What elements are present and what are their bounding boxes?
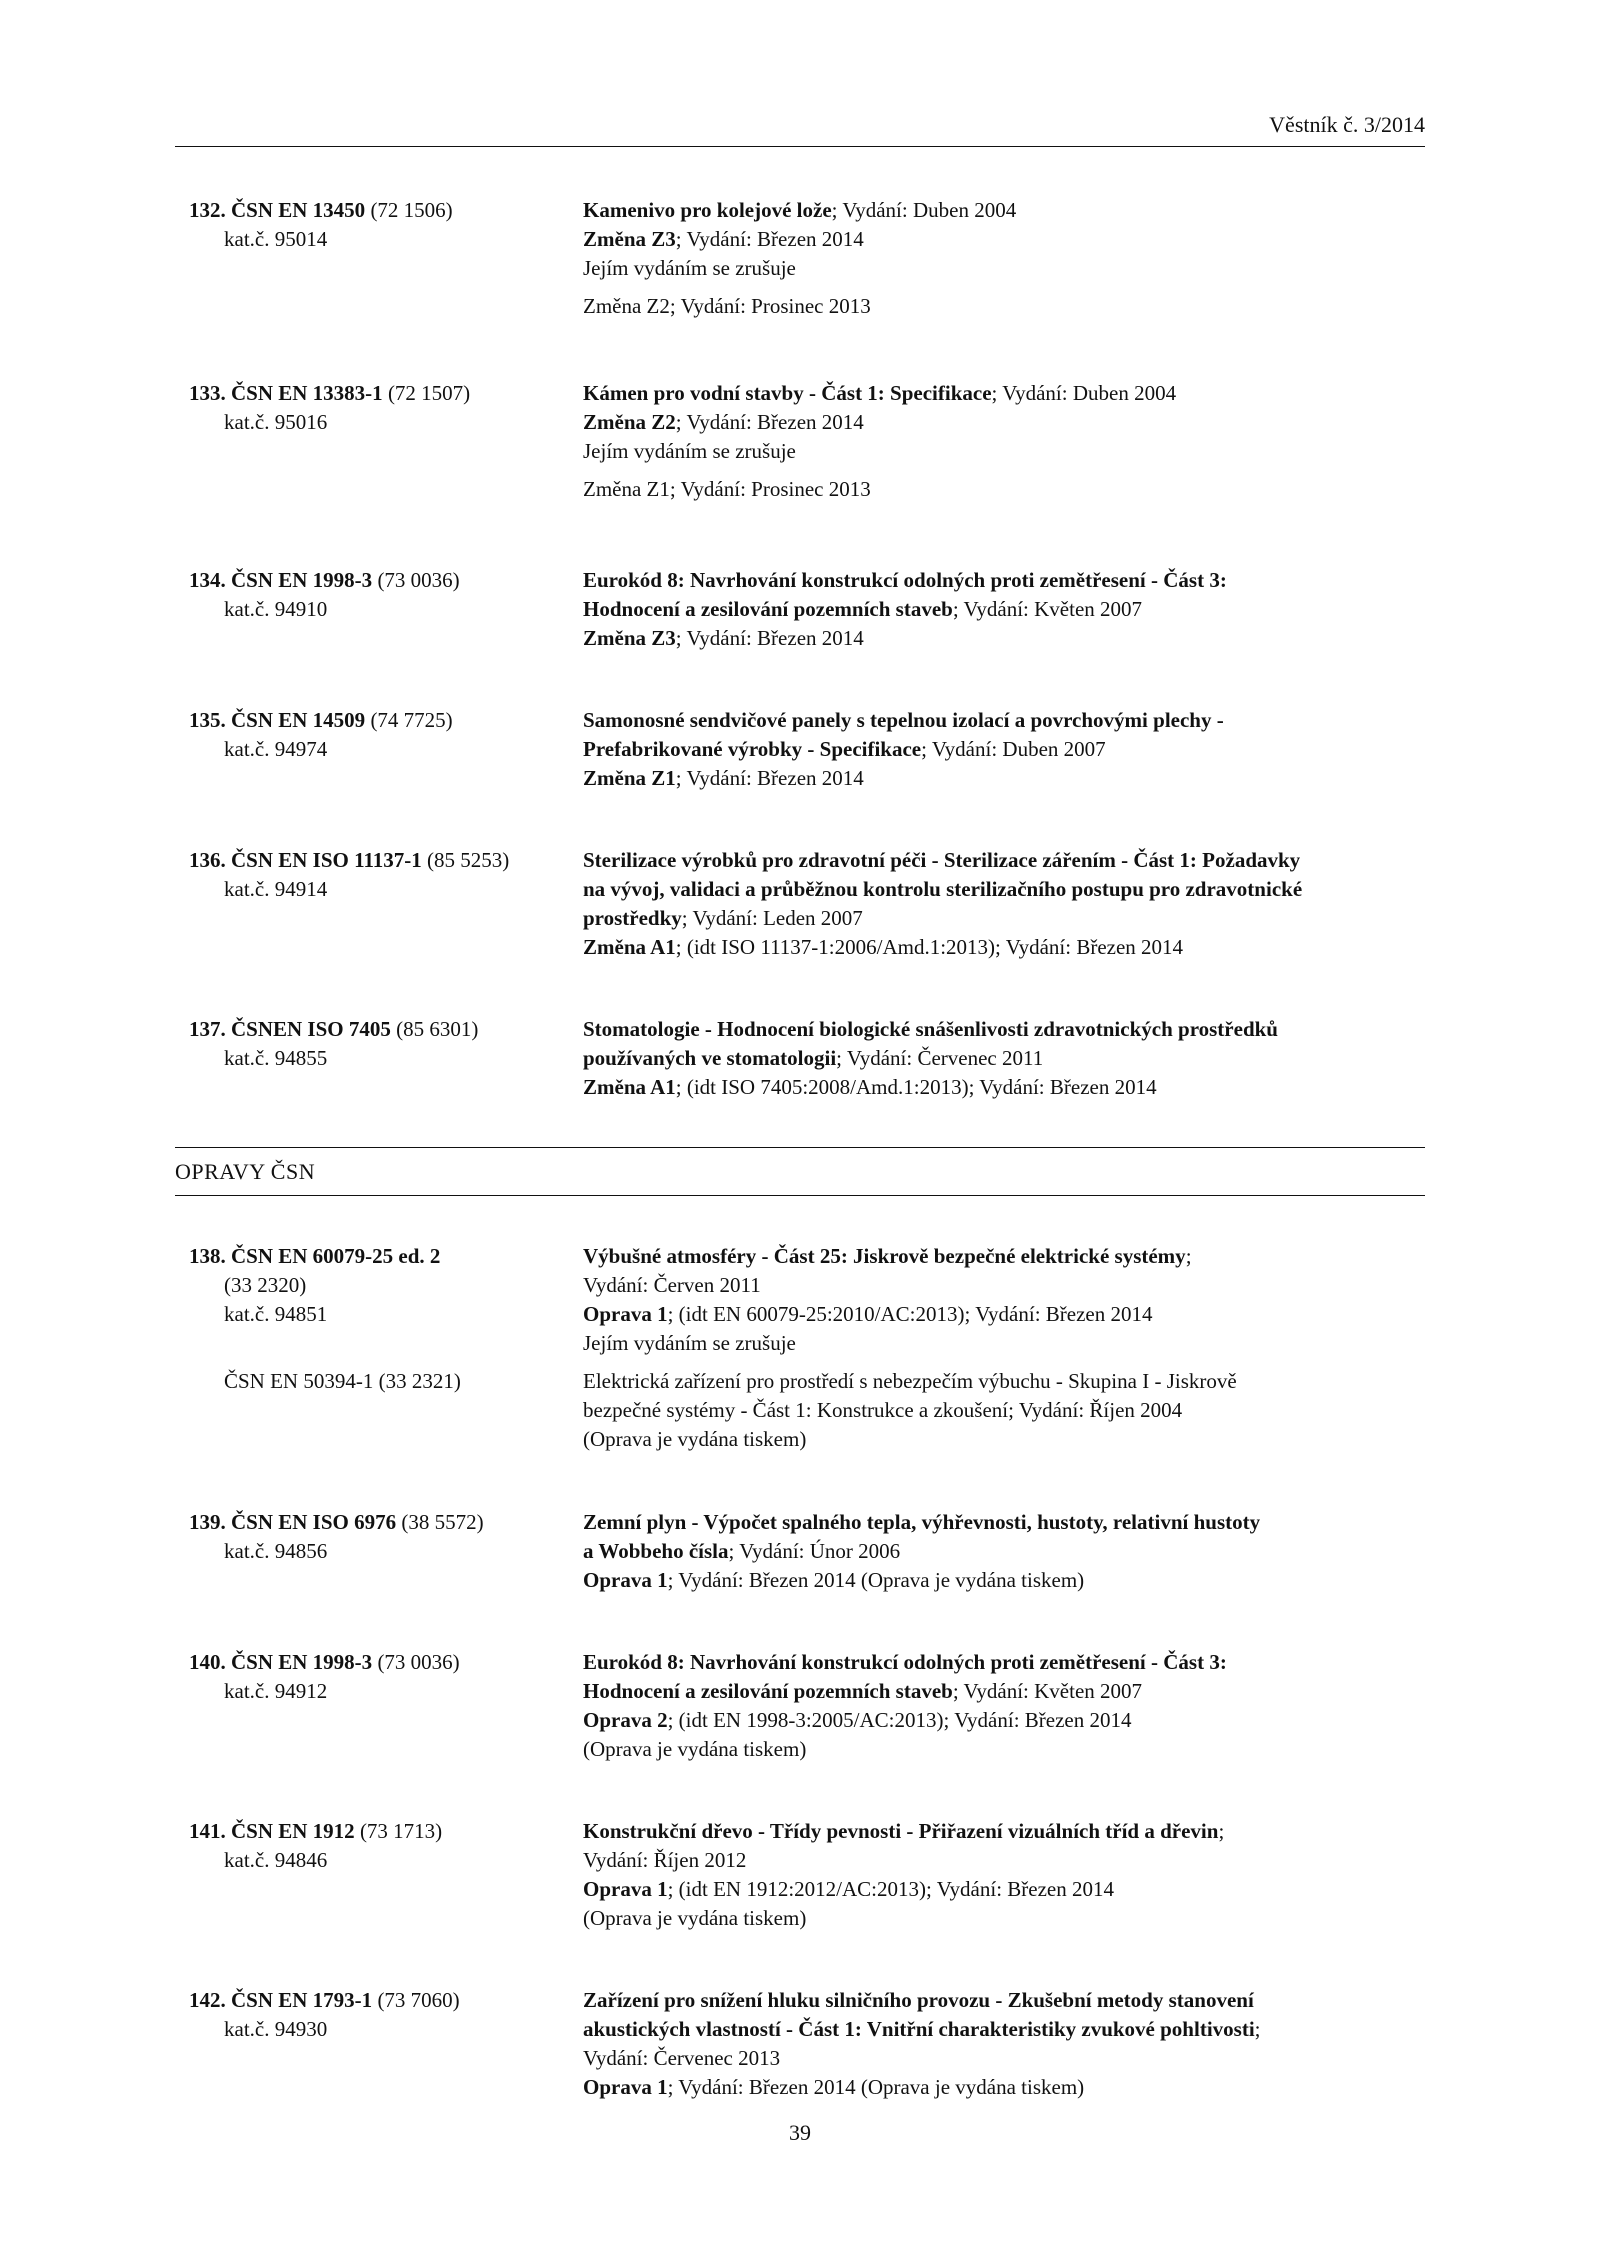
entry-number: 142. [189,1988,226,2012]
correction-label: Oprava 1 [583,1302,668,1326]
catalog-number: kat.č. 95016 [224,410,328,434]
section-rule-top [175,1147,1425,1148]
correction-label: Oprava 2 [583,1708,668,1732]
standard-code: ČSNEN ISO 7405 [231,1017,391,1041]
catalog-number: kat.č. 94856 [224,1539,328,1563]
catalog-number: kat.č. 94930 [224,2017,328,2041]
standard-title: Samonosné sendvičové panely s tepelnou izolací a povrchovými plechy - [583,708,1224,732]
standard-code: ČSN EN 1998-3 [231,1650,373,1674]
standard-code: ČSN EN ISO 11137-1 [231,848,422,872]
bulletin-title: Věstník č. 3/2014 [1269,112,1425,137]
standard-title: Zemní plyn - Výpočet spalného tepla, výhřevnosti, hustoty, relativní hustoty [583,1510,1261,1534]
standard-code: ČSN EN 14509 [231,708,366,732]
amendment-label: Změna A1 [583,935,676,959]
class-number: (85 6301) [396,1017,479,1041]
standard-title: Eurokód 8: Navrhování konstrukcí odolných proti zemětřesení - Část 3: [583,568,1227,592]
amendment-label: Změna Z3 [583,626,676,650]
catalog-number: kat.č. 94851 [224,1302,328,1326]
class-number: (73 0036) [377,568,460,592]
class-number: (73 0036) [377,1650,460,1674]
page-number: 39 [789,2120,811,2145]
amendment-label: Změna Z2 [583,410,676,434]
class-number: (33 2320) [224,1273,307,1297]
catalog-number: kat.č. 95014 [224,227,328,251]
amendment-label: Změna A1 [583,1075,676,1099]
standard-title: Sterilizace výrobků pro zdravotní péči - Sterilizace zářením - Část 1: Požadavky [583,848,1301,872]
correction-label: Oprava 1 [583,1568,668,1592]
standard-code: ČSN EN 1998-3 [231,568,373,592]
entry-number: 133. [189,381,226,405]
class-number: (73 7060) [377,1988,460,2012]
class-number: (74 7725) [370,708,453,732]
entry-number: 132. [189,198,226,222]
catalog-number: kat.č. 94910 [224,597,328,621]
standard-title: Stomatologie - Hodnocení biologické snášenlivosti zdravotnických prostředků [583,1017,1278,1041]
entry-number: 135. [189,708,226,732]
catalog-number: kat.č. 94912 [224,1679,328,1703]
correction-label: Oprava 1 [583,1877,668,1901]
entry-number: 137. [189,1017,226,1041]
class-number: (38 5572) [401,1510,484,1534]
catalog-number: kat.č. 94855 [224,1046,328,1070]
standard-title: Konstrukční dřevo - Třídy pevnosti - Přiřazení vizuálních tříd a dřevin [583,1819,1219,1843]
entry-number: 140. [189,1650,226,1674]
standard-code: ČSN EN 13383-1 [231,381,383,405]
header-rule [175,146,1425,147]
entry-number: 139. [189,1510,226,1534]
amendment-label: Změna Z1 [583,766,676,790]
correction-label: Oprava 1 [583,2075,668,2099]
section-title: OPRAVY ČSN [175,1159,316,1184]
class-number: (85 5253) [427,848,510,872]
entry-number: 136. [189,848,226,872]
standard-code: ČSN EN ISO 6976 [231,1510,397,1534]
related-standard: ČSN EN 50394-1 (33 2321) [224,1369,461,1393]
class-number: (72 1506) [370,198,453,222]
standard-title: Výbušné atmosféry - Část 25: Jiskrově bezpečné elektrické systémy [583,1244,1186,1268]
standard-code: ČSN EN 1912 [231,1819,355,1843]
standard-code: ČSN EN 1793-1 [231,1988,373,2012]
entry-number: 134. [189,568,226,592]
catalog-number: kat.č. 94846 [224,1848,328,1872]
standard-title: Eurokód 8: Navrhování konstrukcí odolných proti zemětřesení - Část 3: [583,1650,1227,1674]
standard-title: Zařízení pro snížení hluku silničního provozu - Zkušební metody stanovení [583,1988,1254,2012]
standard-title: Kamenivo pro kolejové lože [583,198,832,222]
catalog-number: kat.č. 94914 [224,877,328,901]
standard-code: ČSN EN 13450 [231,198,366,222]
class-number: (73 1713) [359,1819,443,1843]
class-number: (72 1507) [387,381,471,405]
catalog-number: kat.č. 94974 [224,737,328,761]
standard-title: Kámen pro vodní stavby - Část 1: Specifikace [583,381,992,405]
standard-code: ČSN EN 60079-25 ed. 2 [231,1244,441,1268]
entry-number: 141. [189,1819,226,1843]
entry-number: 138. [189,1244,226,1268]
amendment-label: Změna Z3 [583,227,676,251]
section-rule-bottom [175,1195,1425,1196]
